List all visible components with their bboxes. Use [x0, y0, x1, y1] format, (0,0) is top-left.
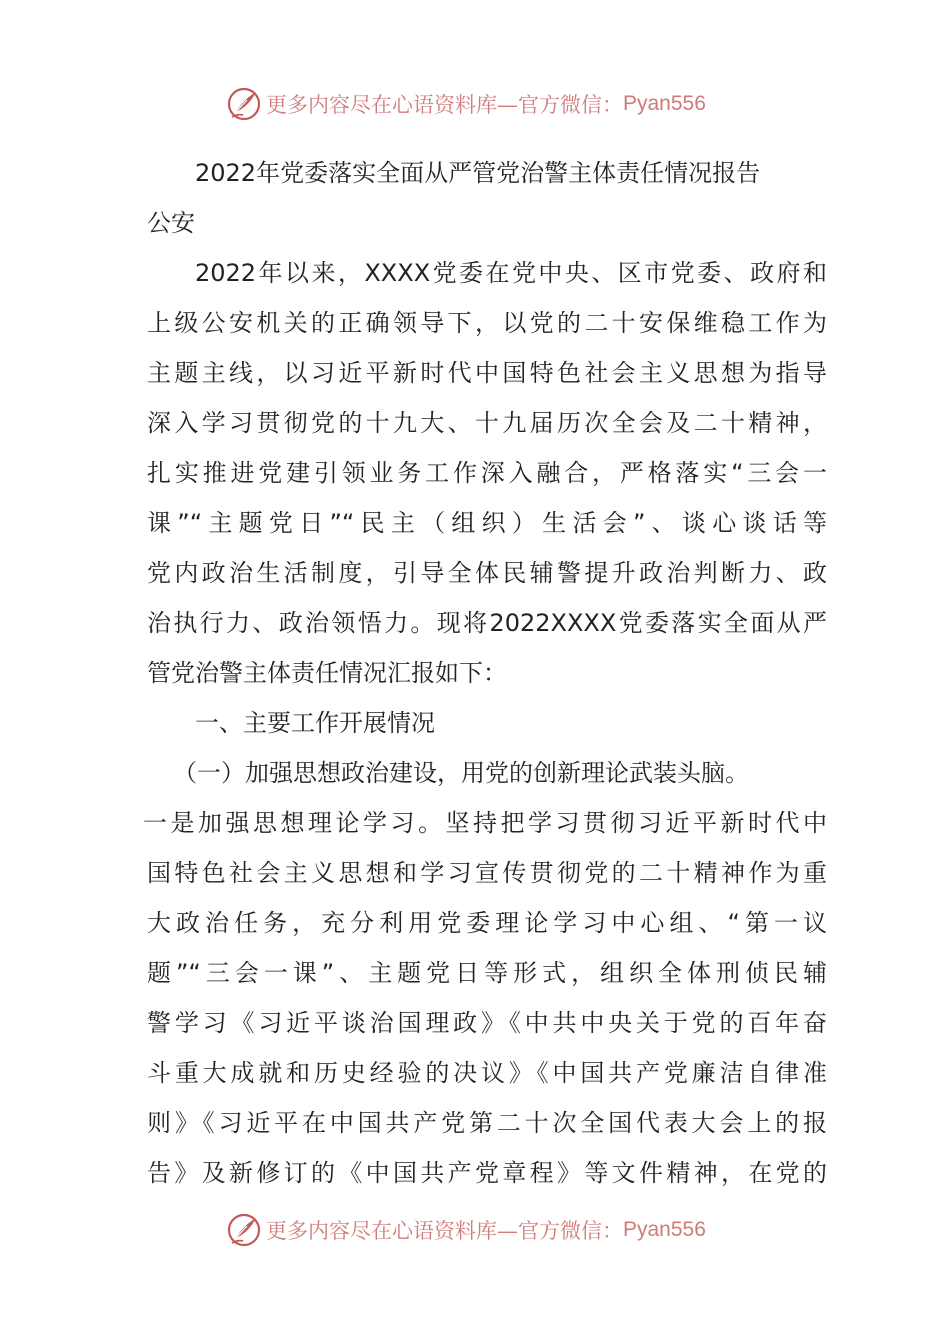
document-title: 2022年党委落实全面从严管党治警主体责任情况报告 — [195, 159, 761, 187]
banner-wechat-id: Pyan556 — [623, 1218, 706, 1241]
banner-text: 更多内容尽在心语资料库—官方微信： — [266, 1219, 623, 1243]
footer-watermark-banner — [0, 1210, 950, 1250]
paragraph-line: 深入学习贯彻党的十九大、十九届历次全会及二十精神， — [147, 409, 827, 437]
document-subtitle: 公安 — [147, 209, 195, 237]
section-heading: 一、主要工作开展情况 — [195, 709, 435, 737]
paragraph-line: 题”“三会一课”、主题党日等形式，组织全体刑侦民辅 — [147, 959, 827, 987]
paragraph-line: 国特色社会主义思想和学习宣传贯彻党的二十精神作为重 — [147, 859, 827, 887]
paragraph-line: 治执行力、政治领悟力。现将2022XXXX党委落实全面从严 — [147, 609, 827, 637]
banner-wechat-id: Pyan556 — [623, 92, 706, 115]
paragraph-line: 大政治任务，充分利用党委理论学习中心组、“第一议 — [147, 909, 827, 937]
header-watermark-banner — [0, 84, 950, 124]
subsection-heading: （一）加强思想政治建设，用党的创新理论武装头脑。 — [173, 759, 749, 787]
paragraph-line: 2022年以来，XXXX党委在党中央、区市党委、政府和 — [195, 259, 827, 287]
paragraph-line: 主题主线，以习近平新时代中国特色社会主义思想为指导 — [147, 359, 827, 387]
paragraph-line: 斗重大成就和历史经验的决议》《中国共产党廉洁自律准 — [147, 1059, 827, 1087]
quill-logo-icon — [226, 1212, 262, 1248]
banner-text: 更多内容尽在心语资料库—官方微信： — [266, 93, 623, 117]
paragraph-line: 警学习《习近平谈治国理政》《中共中央关于党的百年奋 — [147, 1009, 827, 1037]
quill-logo-icon — [226, 86, 262, 122]
paragraph-line: 上级公安机关的正确领导下，以党的二十安保维稳工作为 — [147, 309, 827, 337]
paragraph-line: 党内政治生活制度，引导全体民辅警提升政治判断力、政 — [147, 559, 827, 587]
document-body — [143, 148, 827, 1198]
paragraph-line: 扎实推进党建引领业务工作深入融合，严格落实“三会一 — [147, 459, 827, 487]
paragraph-line: 管党治警主体责任情况汇报如下： — [147, 659, 507, 687]
paragraph-line: 则》《习近平在中国共产党第二十次全国代表大会上的报 — [147, 1109, 827, 1137]
paragraph-line: 课”“主题党日”“民主（组织）生活会”、谈心谈话等 — [147, 509, 827, 537]
paragraph-line: 一是加强思想理论学习。坚持把学习贯彻习近平新时代中 — [143, 809, 827, 837]
paragraph-line: 告》及新修订的《中国共产党章程》等文件精神，在党的 — [147, 1159, 827, 1187]
